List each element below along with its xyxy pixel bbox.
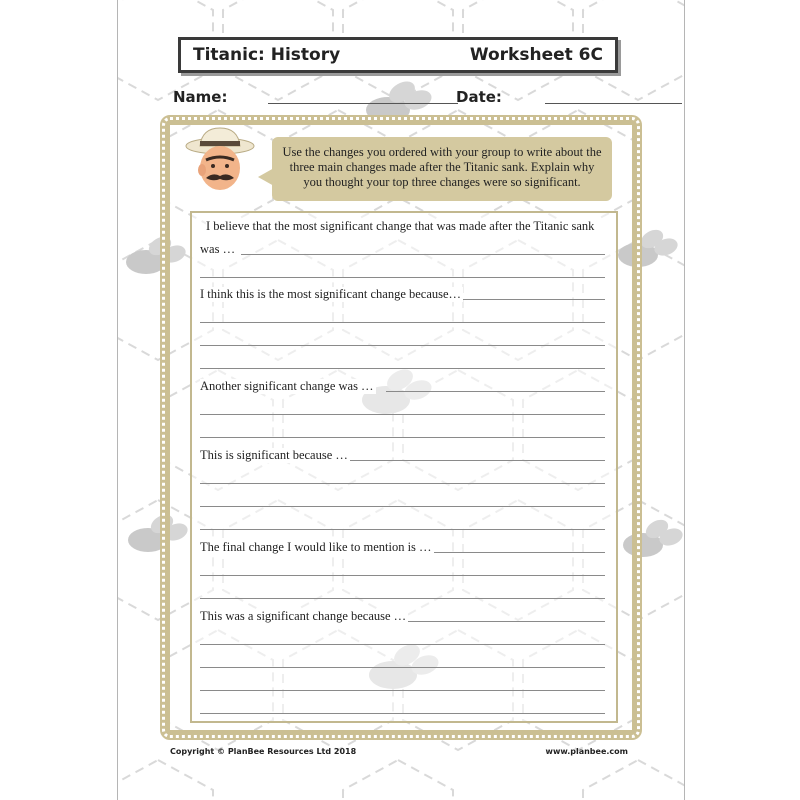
worksheet-number: Worksheet 6C [469, 45, 603, 65]
page-title: Titanic: History [193, 45, 341, 65]
answer-line[interactable] [200, 529, 605, 530]
answer-line[interactable] [200, 345, 605, 346]
answer-line[interactable] [200, 506, 605, 507]
prompt-because-1: I think this is the most significant change because… [200, 287, 462, 301]
answer-line[interactable] [200, 277, 605, 278]
name-field[interactable] [268, 103, 458, 104]
prompt-another-change: Another significant change was … [200, 379, 374, 393]
answer-line[interactable] [408, 621, 605, 622]
answer-line[interactable] [350, 460, 605, 461]
answer-line[interactable] [200, 690, 605, 691]
answer-line[interactable] [386, 391, 605, 392]
date-label: Date: [456, 88, 502, 106]
copyright-text: Copyright © PlanBee Resources Ltd 2018 [170, 747, 357, 756]
prompt-was: was … [200, 242, 236, 256]
name-date-row [173, 86, 633, 110]
answer-line[interactable] [200, 667, 605, 668]
answer-line[interactable] [200, 598, 605, 599]
prompt-significant-because: This is significant because … [200, 448, 348, 462]
answer-line[interactable] [200, 322, 605, 323]
worksheet-page [117, 0, 685, 800]
answer-line[interactable] [200, 644, 605, 645]
answer-line[interactable] [200, 483, 605, 484]
prompt-final-change: The final change I would like to mention is … [200, 540, 432, 554]
title-bar [178, 37, 618, 73]
prompt-most-significant: I believe that the most significant change that was made after the Titanic sank [206, 219, 595, 233]
answer-line[interactable] [200, 575, 605, 576]
date-field[interactable] [545, 103, 682, 104]
website-link[interactable]: www.planbee.com [545, 747, 628, 756]
name-label: Name: [173, 88, 228, 106]
answer-line[interactable] [434, 552, 605, 553]
answer-line[interactable] [241, 254, 605, 255]
prompt-change-because: This was a significant change because … [200, 609, 407, 623]
answer-line[interactable] [200, 437, 605, 438]
answer-line[interactable] [200, 368, 605, 369]
answer-line[interactable] [463, 299, 605, 300]
answer-line[interactable] [200, 414, 605, 415]
answer-line[interactable] [200, 713, 605, 714]
explorer-avatar-icon [180, 126, 260, 196]
instruction-bubble: Use the changes you ordered with your group to write about the three main changes made after the Titanic sank. Explain why you thought your top three changes were so significant. [272, 137, 612, 201]
